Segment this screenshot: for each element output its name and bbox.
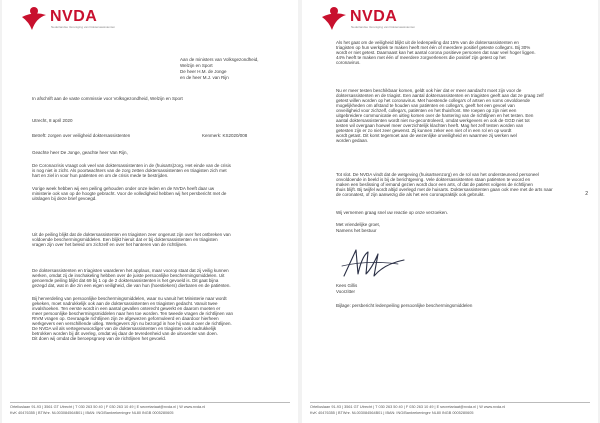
paragraph-line: ministerie ook van op de hoogte gebracht. Voor de volledigheid hebben wij het persbericht met de <box>32 191 227 196</box>
brand-subtitle: Nederlandse Vereniging van Doktersassistenten <box>51 25 116 29</box>
paragraph-line: uitgebreidere communicatie en uitleg komen over de hantering van de richtlijnen en het testen. Een <box>336 113 534 118</box>
paragraph-line: De doktersassistenten en triagisten waarderen het applaus, maar voorop staat dat zij veilig kunnen <box>32 268 229 273</box>
paragraph-line: gekeken, moet nadrukkelijk ook aan de doktersassistenten en triagisten gedacht. Vanuit twee <box>32 301 218 306</box>
paragraph-line: doktersassistenten en de triagist. Een aantal doktersassistenten en triagisten geeft aan dat ze graag zelf <box>336 93 544 98</box>
nvda-logo-icon <box>320 6 348 32</box>
place-date: Utrecht, 8 april 2020 <box>32 118 73 123</box>
paragraph-line: is nog niet in zicht. Als poortwachters van de zorg zetten doktersassistenten en triagisten zich met <box>32 168 227 173</box>
page-number: 2 <box>585 191 588 197</box>
address-line: De heer H.M. de Jonge <box>180 69 227 74</box>
letter-page-2 <box>302 0 598 423</box>
closing-greeting: Met vriendelijke groet, <box>336 222 381 227</box>
paragraph-line: testen wil overgaan hoewel meer overzichtelijk klachten heeft. Mag het zelf testen worden van <box>336 123 524 128</box>
paragraph-line: onveiligheid voor zichzelf, collega's, patiënten en het thuisfront. We roepen op zijn niet een <box>336 108 517 113</box>
paragraph-line: werkgevers een verschillende uitleg. Werkgevers zijn nu bezorgd in hoe hij vanuit over de richtlijnen. <box>32 321 232 326</box>
attachment-note: Bijlage: persbericht ledenpeiling persoonlijke beschermingsmiddelen <box>336 303 473 308</box>
brand-name: NVDA <box>50 8 98 25</box>
closing-greeting: Namens het bestuur <box>336 228 377 233</box>
paragraph-line: werken, omdat zij de inschakeling hebben over de juiste persoonlijke beschermingsmiddelen. Uit <box>32 273 225 278</box>
paragraph-line: De NVDA wil als vertegenwoordiger van de doktersassistenten en triagisten ook nadrukkelijk <box>32 326 217 331</box>
paragraph-line: vragen zijn over het beleid om zichzelf en over het hanteren van de richtlijnen. <box>32 242 188 247</box>
paragraph-line: worden gedaan. <box>336 138 369 143</box>
paragraph-line: mogelijkheden om afstand te houden van patiënten en collega's, geeft het een gevoel van <box>336 103 515 108</box>
paragraph-line: triagisten op hun werkplek te maken heeft met één of meerdere positief geteste collega's. Bij 30% <box>336 45 531 50</box>
nvda-logo <box>20 6 120 34</box>
paragraph-line: Uit de peiling blijkt dat de doktersassistenten en triagisten zeer ongerust zijn over het ontbreken van <box>32 232 231 237</box>
paragraph-line: maken een beslissing of iemand gezien wordt door een arts, of dat de patiënt volgens de richtlijnen <box>336 182 533 187</box>
paragraph-line: wordt getast. Dit komt tegemoet aan de wezenlijke onveiligheid en waarmee zij werken wel <box>336 133 517 138</box>
nvda-logo-icon <box>20 6 48 32</box>
letter-page-1 <box>2 0 298 423</box>
paragraph-line: invalshoeken. Ten eerste wordt in een aantal gevallen onterecht gewerkt en daarom moeten er <box>32 306 221 311</box>
paragraph-line: Bij herverdeling van persoonlijke beschermingsmiddelen, waar nu vanuit het Ministerie naar wordt <box>32 296 227 301</box>
paragraph-line: uitslagen bij deze brief gevoegd. <box>32 196 97 201</box>
paragraph-line: betrokken worden bij dit overleg, omdat wij daar de tevredenheid van de uitvoerder van doen. <box>32 331 218 336</box>
paragraph-line: getesten zijn er zo niet zeer gewenst. Zij kunnen zeker een niet of in een rol en op wordt <box>336 128 512 133</box>
brand-name: NVDA <box>350 8 398 25</box>
footer-line: Orteliuslaan 91-93 | 3561 GT Utrecht | T 030 263 50 40 | F 030 263 10 49 | E secretariaat@nvda.nl | W www.nvda.nl <box>10 405 206 409</box>
address-line: Aan de ministers van Volksgezondheid, <box>180 57 259 62</box>
paragraph-line: coronavirus. <box>336 60 361 65</box>
paragraph-line: aantal doktersassistenten wordt niet nu-gecontroleerd, omdat werkgevers en ook de GGD niet tot <box>336 118 530 123</box>
paragraph-line: wordt er niet getest. Daarnaast kan het aantal corona positieve personen dat naar veel hoger liggen. <box>336 50 536 55</box>
paragraph-line: thuis blijft. Bij twijfel wordt altijd overlegd met de huisarts. Doktersassistenten gaan ook mee met de arts naar <box>336 187 553 192</box>
nvda-logo <box>320 6 420 34</box>
handwritten-signature <box>338 246 408 280</box>
signatory-role: Voorzitter <box>336 289 356 294</box>
paragraph-line: Vorige week hebben wij een peiling gehouden onder onze leden en de NVDA heeft daar uw <box>32 186 215 191</box>
reference-line: Kenmerk: KS2020/008 <box>202 133 248 138</box>
paragraph-line: gezegd dat, wat in die zin een eigen veiligheid, die van hun (hoestiekers) dierbaren en de patiënten. <box>32 283 231 288</box>
paragraph-line: Nu er meer testen beschikbaar komen, geldt ook hier dat er meer aandacht moet zijn voor de <box>336 88 522 93</box>
paragraph-line: de coronatest, of zijn aanwezig die als het een coronapraktijk ook gebruikt. <box>336 192 485 197</box>
paragraph-line: De Coronacrisis vraagt ook veel van doktersassistenten in de (huisarts)zorg. Het einde van de crisis <box>32 163 231 168</box>
paragraph-line: genoemde peiling blijkt dat 69 bij 1 op de 2 doktersassistenten is het gevoeld is. Dit gaat bijna <box>32 278 219 283</box>
paragraph-line: 44% heeft te maken met één of meerdere zorgverleners die positief zijn getest op het <box>336 55 506 60</box>
signatory-name: Kees Gillis <box>336 283 358 288</box>
paragraph-line: getest willen worden op het coronavirus. Met hoestende collega's of artsen en soms onvoldoende <box>336 98 530 103</box>
paragraph-line: Dit doen wij omdat die beroepsgroep van de richtlijnen het gevoeld. <box>32 336 167 341</box>
paragraph-line: Tot slot. De NVDA vindt dat de wetgeving (huisartsenzorg) en de rol van het ondersteunend personeel <box>336 172 539 177</box>
footer-divider <box>310 402 590 403</box>
footer-line: KvK 40476355 | BTWnr. NL003084564B01 | IBAN: ING/Bankrekeningnr NL80 INGB 0005280605 <box>10 411 174 415</box>
paragraph-line: RIVM vragen op. Gevraagde richtlijnen zijn ze afgewezen geformuleerd en daardoor hierheen <box>32 316 219 321</box>
salutation: Geachte heer De Jonge, geachte heer Van Rijn, <box>32 150 128 155</box>
paragraph-line: onvoldoende in beeld is bij de berichtgeving. Vele doktersassistenten staan patiënten te woord en <box>336 177 531 182</box>
paragraph-line: Als het gaat om de veiligheid blijkt uit de ledenpeiling dat 15% van de doktersassistenten en <box>336 40 519 45</box>
paragraph-line: meer persoonlijke beschermingsmiddelen naar hen toe worden. Ten tweede vragen de richtlijnen van <box>32 311 234 316</box>
paragraph-line: voldoende beschermingsmiddelen. Een blijkt hieruit dat er bij doktersassistenten en triagisten <box>32 237 218 242</box>
address-line: en de heer M.J. van Rijn <box>180 75 229 80</box>
address-line: Welzijn en Sport <box>180 63 213 68</box>
cc-line: In afschrift aan de vaste commissie voor Volksgezondheid, Welzijn en Sport <box>32 96 183 101</box>
footer-line: Orteliuslaan 91-93 | 3561 GT Utrecht | T 030 263 50 40 | F 030 263 10 49 | E secretariaat@nvda.nl | W www.nvda.nl <box>310 405 506 409</box>
subject-line: Betreft: zorgen over veiligheid doktersassistenten <box>32 133 131 138</box>
closing-request: Wij vernemen graag snel uw reactie op onze verzoeken. <box>336 210 449 215</box>
paragraph-line: hart en ziel in voor hun patiënten en om de crisis mede te bestrijden. <box>32 173 169 178</box>
footer-divider <box>10 402 290 403</box>
brand-subtitle: Nederlandse Vereniging van Doktersassistenten <box>351 25 416 29</box>
footer-line: KvK 40476355 | BTWnr. NL003084564B01 | IBAN: ING/Bankrekeningnr NL80 INGB 0005280605 <box>310 411 474 415</box>
